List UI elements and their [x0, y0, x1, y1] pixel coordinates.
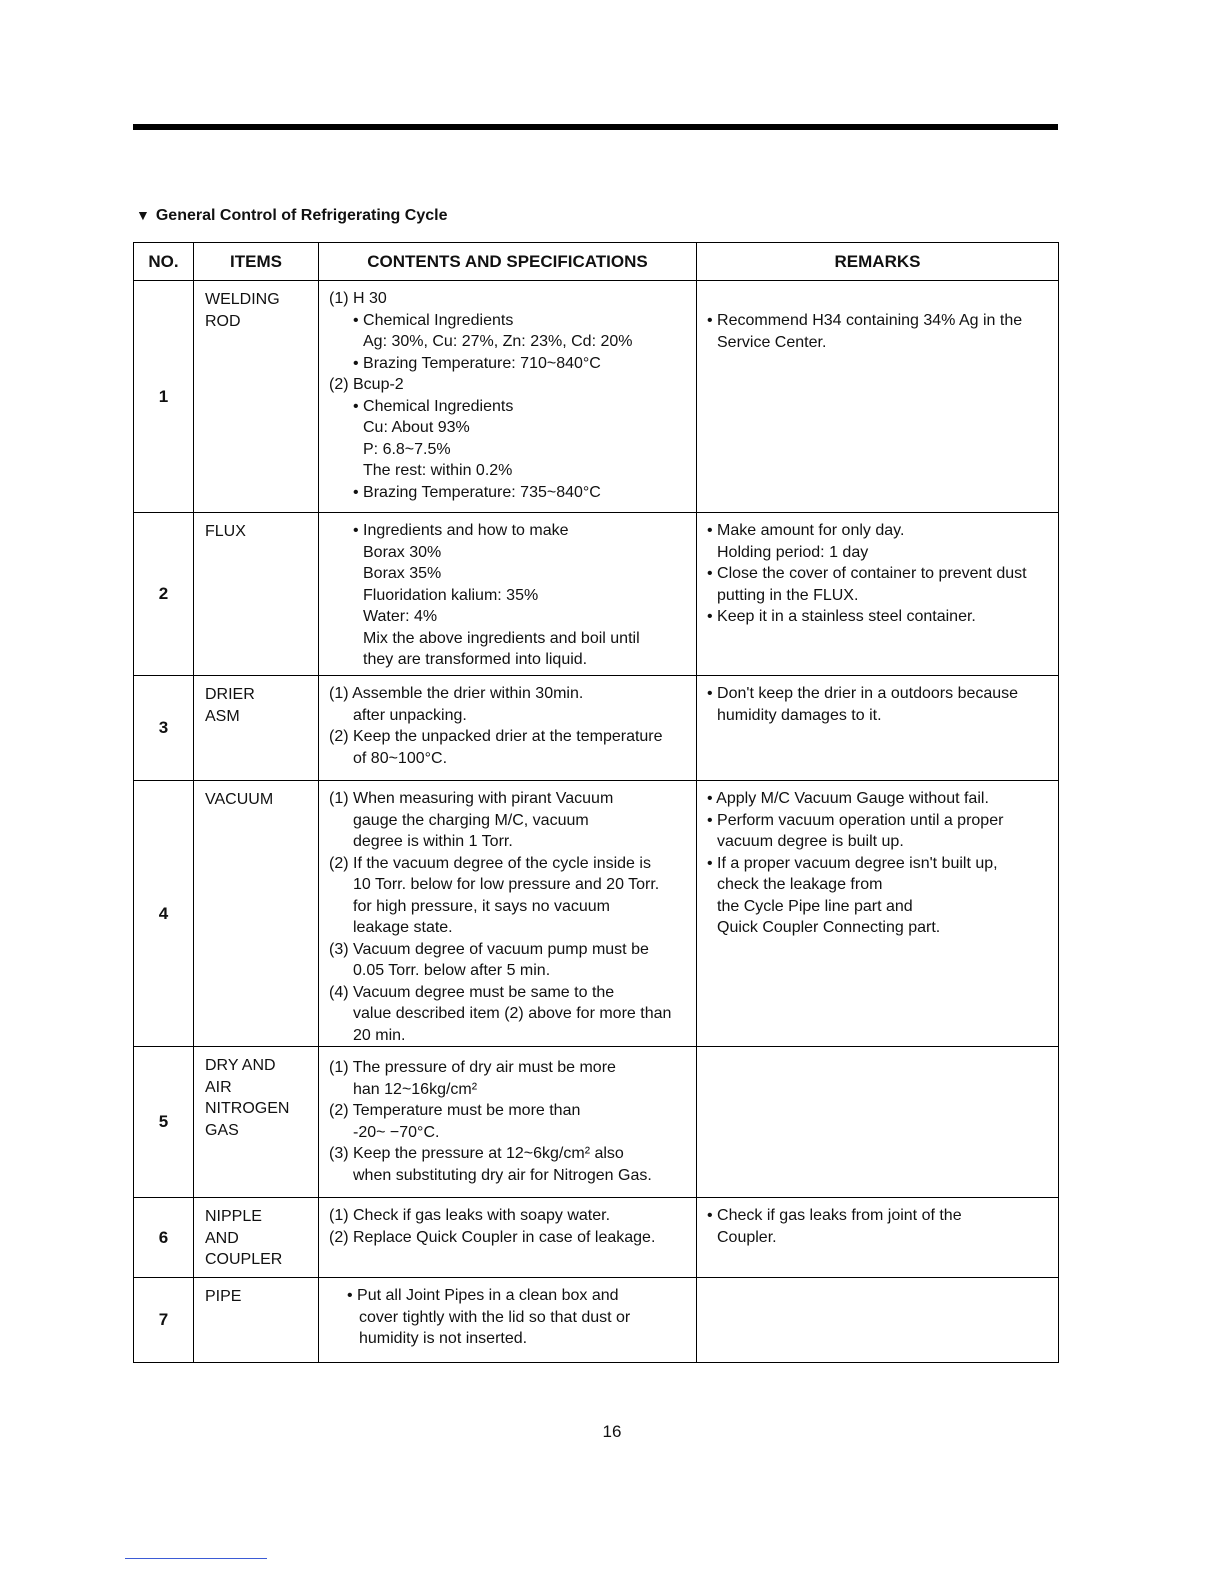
item-line: FLUX	[205, 523, 246, 540]
remark-line: • Don't keep the drier in a outdoors because	[707, 685, 1019, 702]
item-line: DRIER	[205, 686, 255, 703]
content-line: • Chemical Ingredients	[353, 311, 514, 329]
content-cell	[319, 1198, 697, 1278]
content-line: (1) When measuring with pirant Vacuum	[329, 790, 614, 807]
content-line: (4) Vacuum degree must be same to the	[329, 983, 615, 1001]
item-cell	[194, 781, 319, 1047]
content-line: Ag: 30%, Cu: 27%, Zn: 23%, Cd: 20%	[363, 333, 633, 350]
content-line: for high pressure, it says no vacuum	[353, 897, 611, 915]
header-items: ITEMS	[194, 243, 319, 281]
page-number: 16	[602, 1422, 622, 1441]
content-line: 20 min.	[353, 1026, 406, 1044]
content-line: (2) Keep the unpacked drier at the temperature	[329, 728, 663, 745]
content-line: P: 6.8~7.5%	[363, 440, 451, 458]
item-line: COUPLER	[205, 1251, 283, 1268]
content-line: Fluoridation kalium: 35%	[363, 586, 539, 604]
row-number: 2	[134, 513, 194, 676]
content-cell	[319, 281, 697, 513]
table-row	[134, 676, 1059, 781]
content-line: (2) Replace Quick Coupler in case of leakage.	[329, 1228, 656, 1246]
table-header-row	[134, 243, 1059, 281]
remark-line: check the leakage from	[717, 876, 883, 893]
row-number: 4	[134, 781, 194, 1047]
item-line: DRY AND	[205, 1057, 276, 1074]
header-remarks: REMARKS	[697, 243, 1059, 281]
content-line: 0.05 Torr. below after 5 min.	[353, 962, 551, 979]
content-line: they are transformed into liquid.	[363, 651, 588, 668]
remark-cell	[697, 1047, 1059, 1198]
remark-cell	[697, 781, 1059, 1047]
remark-cell	[697, 1278, 1059, 1363]
row-number: 5	[134, 1047, 194, 1198]
item-line: AND	[205, 1229, 239, 1247]
remark-line: • If a proper vacuum degree isn't built up,	[707, 854, 998, 872]
item-cell	[194, 1278, 319, 1363]
table-row	[134, 1278, 1059, 1363]
content-line: han 12~16kg/cm²	[353, 1080, 478, 1098]
remark-line: • Apply M/C Vacuum Gauge without fail.	[707, 790, 989, 807]
item-line: VACUUM	[205, 791, 274, 808]
item-line: NIPPLE	[205, 1208, 262, 1225]
remark-line: humidity damages to it.	[717, 706, 882, 724]
content-cell	[319, 1047, 697, 1198]
table-row	[134, 1198, 1059, 1278]
remark-line: • Perform vacuum operation until a proper	[707, 811, 1004, 829]
table-row	[134, 281, 1059, 513]
row-number: 3	[134, 676, 194, 781]
content-line: value described item (2) above for more than	[353, 1005, 672, 1022]
remark-line: • Close the cover of container to prevent dust	[707, 565, 1027, 582]
remark-cell	[697, 281, 1059, 513]
content-line: • Put all Joint Pipes in a clean box and	[347, 1287, 619, 1304]
content-line: when substituting dry air for Nitrogen Gas.	[353, 1166, 652, 1184]
content-line: Borax 30%	[363, 543, 442, 561]
content-line: • Brazing Temperature: 710~840°C	[353, 354, 601, 372]
content-line: degree is within 1 Torr.	[353, 833, 513, 850]
item-cell	[194, 1198, 319, 1278]
item-cell	[194, 513, 319, 676]
item-cell	[194, 281, 319, 513]
header-contents: CONTENTS AND SPECIFICATIONS	[319, 243, 697, 281]
remark-line: Coupler.	[717, 1228, 777, 1246]
row-number: 7	[134, 1278, 194, 1363]
row-number: 1	[134, 281, 194, 513]
content-line: (3) Vacuum degree of vacuum pump must be	[329, 940, 649, 958]
content-line: • Chemical Ingredients	[353, 397, 514, 415]
item-line: ASM	[205, 707, 240, 725]
content-line: after unpacking.	[353, 706, 467, 724]
content-line: Water: 4%	[363, 608, 438, 625]
table-row	[134, 781, 1059, 1047]
content-line: (1) Assemble the drier within 30min.	[329, 685, 584, 702]
remark-cell	[697, 1198, 1059, 1278]
top-rule	[133, 124, 1058, 130]
content-line: • Ingredients and how to make	[353, 522, 569, 539]
content-cell	[319, 513, 697, 676]
item-cell	[194, 676, 319, 781]
content-cell	[319, 676, 697, 781]
content-line: (2) Temperature must be more than	[329, 1102, 581, 1119]
content-line: -20~ −70°C.	[353, 1123, 440, 1141]
remark-line: • Check if gas leaks from joint of the	[707, 1207, 962, 1224]
content-line: (1) Check if gas leaks with soapy water.	[329, 1207, 611, 1224]
table-row	[134, 1047, 1059, 1198]
remark-line: Holding period: 1 day	[717, 543, 869, 561]
item-line: GAS	[205, 1121, 239, 1139]
remark-line: Quick Coupler Connecting part.	[717, 919, 941, 936]
item-line: ROD	[205, 312, 241, 330]
item-line: PIPE	[205, 1288, 242, 1305]
section-title-text: General Control of Refrigerating Cycle	[155, 207, 448, 224]
item-line: WELDING	[205, 291, 280, 308]
remark-line: the Cycle Pipe line part and	[717, 897, 913, 915]
table-row	[134, 513, 1059, 676]
content-line: • Brazing Temperature: 735~840°C	[353, 483, 601, 501]
content-cell	[319, 1278, 697, 1363]
remark-line: • Recommend H34 containing 34% Ag in the	[707, 312, 1023, 329]
content-line: (1) H 30	[329, 290, 387, 307]
remark-line: putting in the FLUX.	[717, 586, 859, 604]
content-line: Mix the above ingredients and boil until	[363, 629, 640, 647]
content-line: Cu: About 93%	[363, 419, 470, 436]
content-line: 10 Torr. below for low pressure and 20 Torr.	[353, 876, 660, 893]
remark-line: vacuum degree is built up.	[717, 833, 904, 850]
item-line: NITROGEN	[205, 1100, 290, 1117]
content-line: leakage state.	[353, 919, 453, 936]
remark-cell	[697, 513, 1059, 676]
section-title	[136, 207, 447, 225]
item-cell	[194, 1047, 319, 1198]
bottom-link-underline	[125, 1558, 267, 1559]
remark-line: • Keep it in a stainless steel container.	[707, 608, 976, 625]
triangle-down-icon: ▼	[136, 207, 150, 223]
content-line: (1) The pressure of dry air must be more	[329, 1059, 616, 1076]
content-line: gauge the charging M/C, vacuum	[353, 811, 589, 829]
header-no: NO.	[134, 243, 194, 281]
remark-line: • Make amount for only day.	[707, 522, 905, 539]
content-line: The rest: within 0.2%	[363, 462, 513, 479]
content-cell	[319, 781, 697, 1047]
refrigerating-cycle-table	[133, 242, 1059, 1363]
row-number: 6	[134, 1198, 194, 1278]
content-line: cover tightly with the lid so that dust or	[359, 1308, 631, 1326]
remark-line: Service Center.	[717, 333, 827, 351]
content-line: Borax 35%	[363, 565, 442, 582]
content-line: (3) Keep the pressure at 12~6kg/cm² also	[329, 1145, 624, 1162]
content-line: humidity is not inserted.	[359, 1330, 528, 1347]
content-line: (2) If the vacuum degree of the cycle inside is	[329, 854, 651, 872]
item-line: AIR	[205, 1078, 232, 1096]
content-line: (2) Bcup-2	[329, 376, 404, 393]
content-line: of 80~100°C.	[353, 749, 448, 767]
remark-cell	[697, 676, 1059, 781]
